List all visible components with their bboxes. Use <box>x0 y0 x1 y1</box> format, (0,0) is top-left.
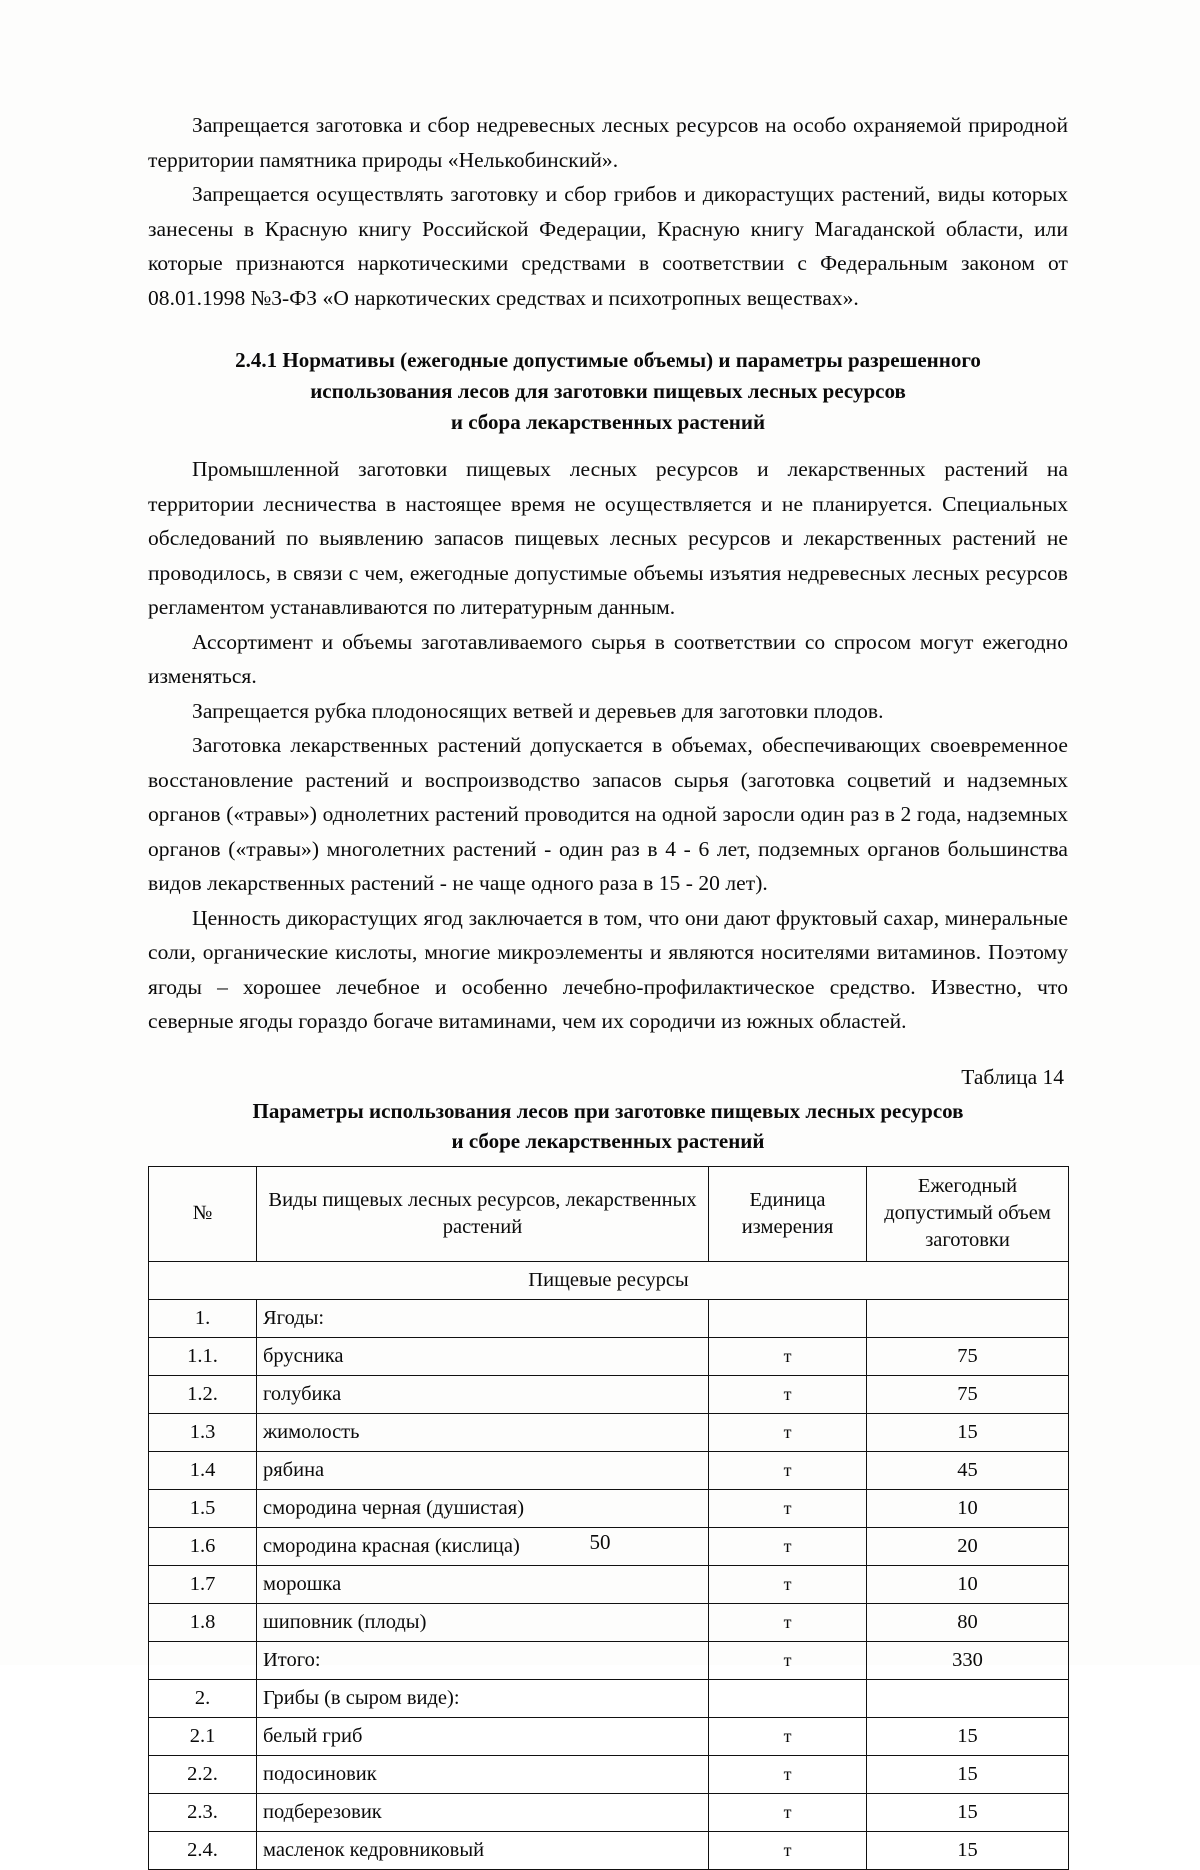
cell-unit: т <box>709 1755 867 1793</box>
cell-resource-name: подберезовик <box>257 1793 709 1831</box>
table-row <box>149 1299 1069 1337</box>
cell-number: 2.1 <box>149 1717 257 1755</box>
table-row <box>149 1831 1069 1869</box>
cell-volume <box>867 1679 1069 1717</box>
cell-number: 1.7 <box>149 1565 257 1603</box>
cell-number: 1.6 <box>149 1527 257 1565</box>
cell-volume: 15 <box>867 1755 1069 1793</box>
table-row <box>149 1603 1069 1641</box>
cell-resource-name: голубика <box>257 1375 709 1413</box>
cell-unit: т <box>709 1451 867 1489</box>
cell-number: 1.8 <box>149 1603 257 1641</box>
cell-volume: 10 <box>867 1565 1069 1603</box>
paragraph-intro-1: Запрещается заготовка и сбор недревесных лесных ресурсов на особо охраняемой природной территории памятника природы «Нелькобинский». <box>148 113 1068 172</box>
cell-resource-name: Грибы (в сыром виде): <box>257 1679 709 1717</box>
table-row <box>149 1489 1069 1527</box>
cell-number <box>149 1641 257 1679</box>
table-number-label: Таблица 14 <box>961 1064 1064 1089</box>
table-title-line-1: Параметры использования лесов при заготовке пищевых лесных ресурсов <box>252 1098 964 1123</box>
paragraph-intro-2: Запрещается осуществлять заготовку и сбор грибов и дикорастущих растений, виды которых занесены в Красную книгу Российской Федерации, Красную книгу Магаданской области, или которые признаются наркотическими средствами в соответствии с Федеральным законом от 08.01.1998 №3-ФЗ «О наркотических средствах и психотропных веществах». <box>148 182 1068 310</box>
table-row <box>149 1451 1069 1489</box>
cell-number: 2.4. <box>149 1831 257 1869</box>
cell-unit: т <box>709 1375 867 1413</box>
cell-resource-name: смородина красная (кислица) <box>257 1527 709 1565</box>
table-row <box>149 1413 1069 1451</box>
cell-unit: т <box>709 1565 867 1603</box>
cell-resource-name: брусника <box>257 1337 709 1375</box>
cell-number: 2. <box>149 1679 257 1717</box>
table-row <box>149 1337 1069 1375</box>
cell-unit <box>709 1299 867 1337</box>
cell-volume: 45 <box>867 1451 1069 1489</box>
header-unit: Единица измерения <box>709 1166 867 1261</box>
table-row <box>149 1717 1069 1755</box>
cell-number: 1.2. <box>149 1375 257 1413</box>
cell-number: 1.4 <box>149 1451 257 1489</box>
cell-unit: т <box>709 1831 867 1869</box>
paragraph-body-4: Заготовка лекарственных растений допускается в объемах, обеспечивающих своевременное восстановление растений и воспроизводство запасов сырья (заготовка соцветий и надземных органов («травы») однолетних растений проводится на одной заросли один раз в 2 года, надземных органов («травы») многолетних растений - один раз в 4 - 6 лет, подземных органов большинства видов лекарственных растений - не чаще одного раза в 15 - 20 лет). <box>148 733 1068 895</box>
cell-unit: т <box>709 1717 867 1755</box>
header-resource-type: Виды пищевых лесных ресурсов, лекарственных растений <box>257 1166 709 1261</box>
table-row <box>149 1565 1069 1603</box>
cell-volume <box>867 1299 1069 1337</box>
cell-volume: 15 <box>867 1831 1069 1869</box>
section-heading-line-2: использования лесов для заготовки пищевых лесных ресурсов <box>310 379 906 403</box>
table-row <box>149 1755 1069 1793</box>
cell-number: 1.5 <box>149 1489 257 1527</box>
table-title <box>148 1096 1068 1156</box>
resources-table <box>148 1166 1069 1870</box>
cell-volume: 20 <box>867 1527 1069 1565</box>
table-header <box>149 1166 1069 1261</box>
section-heading-line-1: 2.4.1 Нормативы (ежегодные допустимые объемы) и параметры разрешенного <box>235 348 981 372</box>
cell-unit: т <box>709 1527 867 1565</box>
cell-number: 2.2. <box>149 1755 257 1793</box>
table-section-row <box>149 1261 1069 1299</box>
cell-unit: т <box>709 1793 867 1831</box>
cell-number: 2.3. <box>149 1793 257 1831</box>
table-body <box>149 1261 1069 1869</box>
cell-unit <box>709 1679 867 1717</box>
cell-number: 1.1. <box>149 1337 257 1375</box>
cell-volume: 80 <box>867 1603 1069 1641</box>
cell-resource-name: подосиновик <box>257 1755 709 1793</box>
table-header-row <box>149 1166 1069 1261</box>
cell-volume: 15 <box>867 1717 1069 1755</box>
cell-volume: 75 <box>867 1337 1069 1375</box>
paragraph-body-3: Запрещается рубка плодоносящих ветвей и деревьев для заготовки плодов. <box>192 698 884 723</box>
page-content <box>148 108 1068 1870</box>
section-heading <box>148 345 1068 438</box>
cell-resource-name: шиповник (плоды) <box>257 1603 709 1641</box>
cell-volume: 15 <box>867 1413 1069 1451</box>
section-heading-line-3: и сбора лекарственных растений <box>450 410 766 434</box>
cell-number: 1. <box>149 1299 257 1337</box>
table-row <box>149 1679 1069 1717</box>
cell-resource-name: масленок кедровниковый <box>257 1831 709 1869</box>
cell-number: 1.3 <box>149 1413 257 1451</box>
cell-volume: 330 <box>867 1641 1069 1679</box>
page-number: 50 <box>589 1530 611 1554</box>
table-row <box>149 1641 1069 1679</box>
header-annual-volume: Ежегодный допустимый объем заготовки <box>867 1166 1069 1261</box>
cell-resource-name: Итого: <box>257 1641 709 1679</box>
paragraph-body-2: Ассортимент и объемы заготавливаемого сырья в соответствии со спросом могут ежегодно изменяться. <box>148 629 1068 688</box>
table-row <box>149 1375 1069 1413</box>
cell-unit: т <box>709 1489 867 1527</box>
table-row <box>149 1793 1069 1831</box>
cell-volume: 75 <box>867 1375 1069 1413</box>
cell-resource-name: смородина черная (душистая) <box>257 1489 709 1527</box>
cell-resource-name: жимолость <box>257 1413 709 1451</box>
cell-unit: т <box>709 1641 867 1679</box>
cell-resource-name: морошка <box>257 1565 709 1603</box>
cell-resource-name: рябина <box>257 1451 709 1489</box>
cell-volume: 10 <box>867 1489 1069 1527</box>
cell-resource-name: белый гриб <box>257 1717 709 1755</box>
cell-unit: т <box>709 1337 867 1375</box>
cell-resource-name: Ягоды: <box>257 1299 709 1337</box>
table-title-line-2: и сборе лекарственных растений <box>451 1128 765 1153</box>
header-number: № <box>149 1166 257 1261</box>
paragraph-body-5: Ценность дикорастущих ягод заключается в том, что они дают фруктовый сахар, минеральные соли, органические кислоты, многие микроэлементы и являются носителями витаминов. Поэтому ягоды – хорошее лечебное и особенно лечебно-профилактическое средство. Известно, что северные ягоды гораздо богаче витаминами, чем их сородичи из южных областей. <box>148 905 1068 1033</box>
cell-volume: 15 <box>867 1793 1069 1831</box>
paragraph-body-1: Промышленной заготовки пищевых лесных ресурсов и лекарственных растений на территории лесничества в настоящее время не осуществляется и не планируется. Специальных обследований по выявлению запасов пищевых лесных ресурсов и лекарственных растений не проводилось, в связи с чем, ежегодные допустимые объемы изъятия недревесных лесных ресурсов регламентом устанавливаются по литературным данным. <box>148 457 1068 619</box>
section-label-food-resources: Пищевые ресурсы <box>149 1261 1069 1299</box>
cell-unit: т <box>709 1413 867 1451</box>
cell-unit: т <box>709 1603 867 1641</box>
